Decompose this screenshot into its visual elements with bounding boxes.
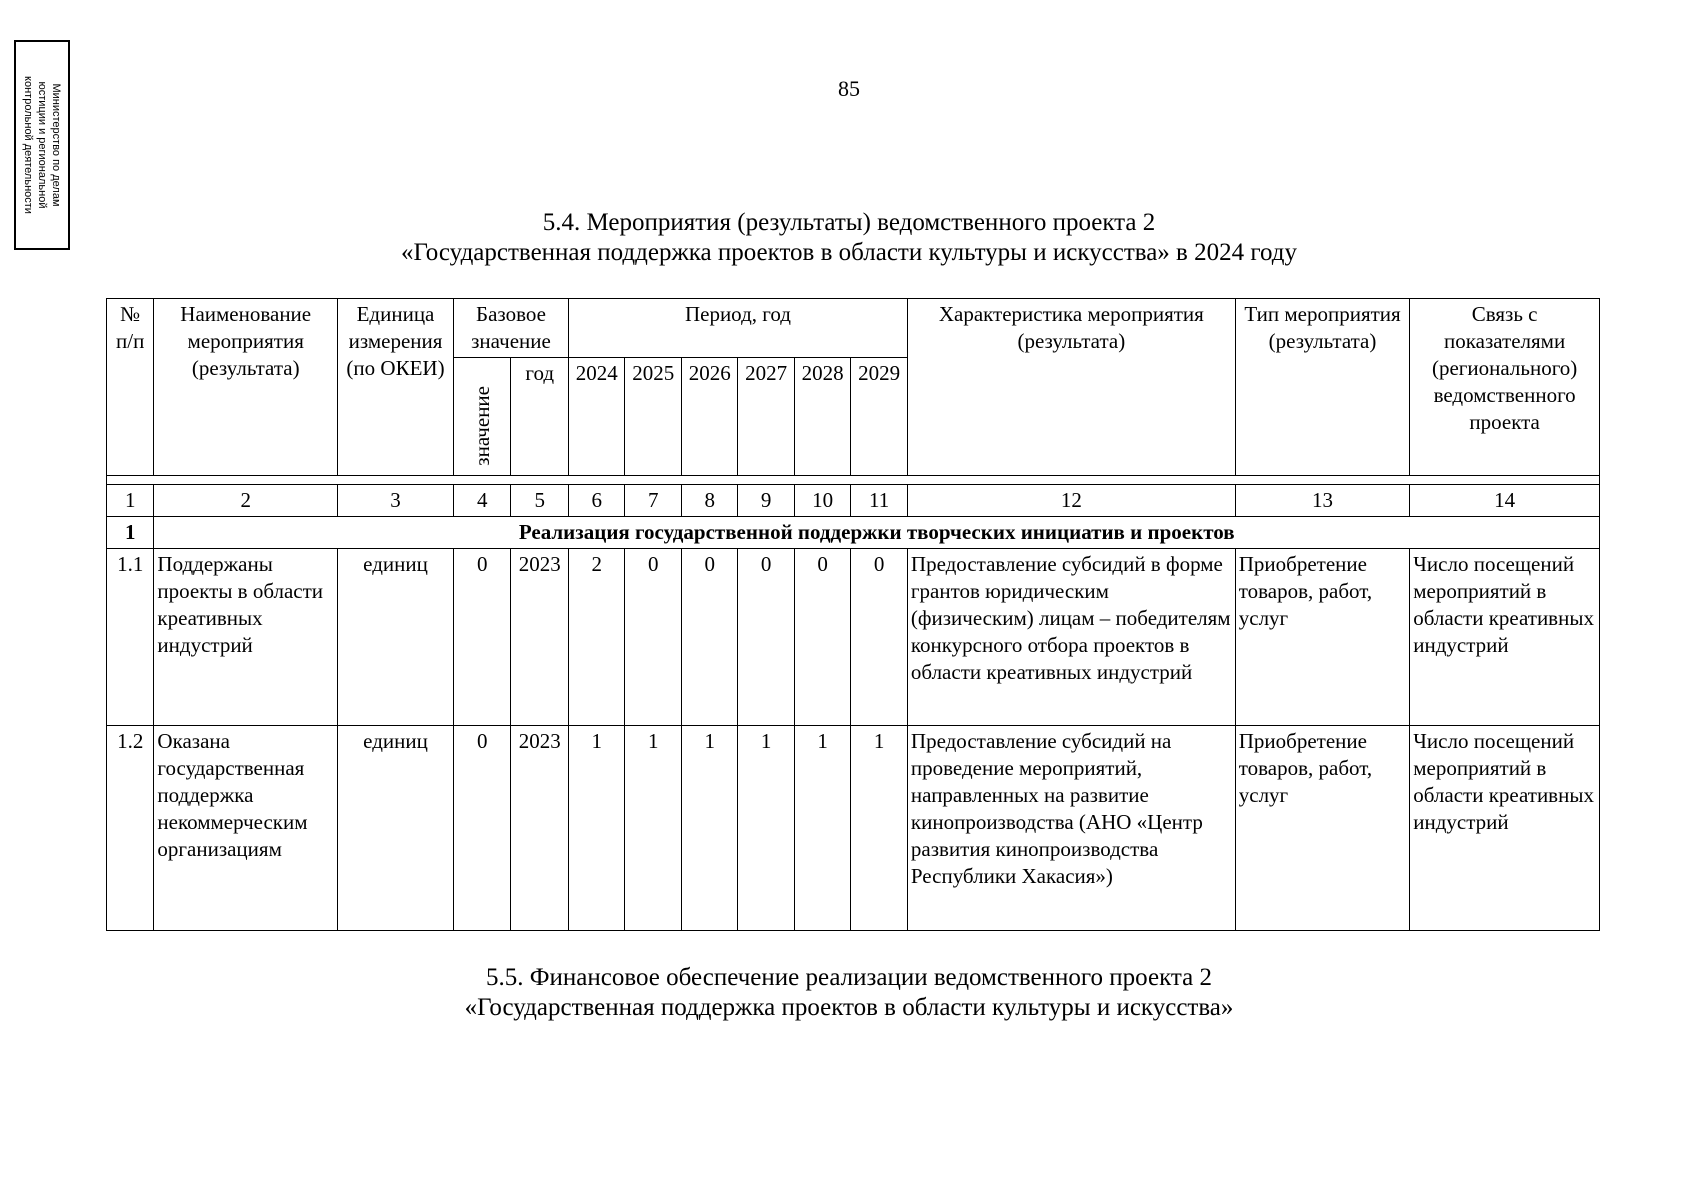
row-name: Поддержаны проекты в области креативных индустрий	[154, 549, 338, 726]
column-number: 11	[851, 485, 908, 517]
row-characteristic: Предоставление субсидий в форме грантов юридическим (физическим) лицам – победителям конкурсного отбора проектов в области креативных индустрий	[907, 549, 1235, 726]
row-value-2029: 0	[851, 549, 908, 726]
header-year: 2024	[568, 358, 624, 476]
row-base-value: 0	[454, 549, 511, 726]
row-base-year: 2023	[511, 726, 569, 931]
table-row	[107, 726, 1600, 931]
row-num: 1.1	[107, 549, 154, 726]
header-characteristic: Характеристика мероприятия (результата)	[907, 299, 1235, 476]
row-link: Число посещений мероприятий в области креативных индустрий	[1410, 549, 1600, 726]
section-title-line-1: 5.4. Мероприятия (результаты) ведомственного проекта 2	[542, 209, 1156, 236]
row-unit: единиц	[338, 726, 454, 931]
header-base-value-cell	[454, 358, 511, 476]
stamp-line-1: Министерство по делам	[50, 83, 63, 207]
row-value-2024: 1	[568, 726, 624, 931]
stamp-line-3: контрольной деятельности	[22, 76, 35, 214]
column-number-row	[107, 485, 1600, 517]
table-row	[107, 549, 1600, 726]
column-number: 10	[794, 485, 850, 517]
section-title-line-2: «Государственная поддержка проектов в области культуры и искусства» в 2024 году	[401, 239, 1297, 266]
column-number: 3	[338, 485, 454, 517]
row-value-2028: 0	[794, 549, 850, 726]
section-num: 1	[107, 517, 154, 549]
column-number: 14	[1410, 485, 1600, 517]
activities-table	[106, 298, 1600, 931]
section-title	[0, 208, 1698, 268]
row-value-2028: 1	[794, 726, 850, 931]
row-type: Приобретение товаров, работ, услуг	[1235, 726, 1410, 931]
row-value-2027: 0	[738, 549, 794, 726]
header-unit: Единица измерения (по ОКЕИ)	[338, 299, 454, 476]
row-base-value: 0	[454, 726, 511, 931]
row-value-2026: 0	[681, 549, 737, 726]
page-number: 85	[838, 76, 860, 101]
header-year: 2027	[738, 358, 794, 476]
row-value-2029: 1	[851, 726, 908, 931]
row-base-year: 2023	[511, 549, 569, 726]
header-year: 2025	[625, 358, 681, 476]
row-value-2025: 1	[625, 726, 681, 931]
header-num: № п/п	[107, 299, 154, 476]
row-value-2024: 2	[568, 549, 624, 726]
column-number: 5	[511, 485, 569, 517]
header-base-value: значение	[469, 386, 494, 466]
row-characteristic: Предоставление субсидий на проведение мероприятий, направленных на развитие кинопроизводства (АНО «Центр развития кинопроизводства Республики Хакасия»)	[907, 726, 1235, 931]
row-value-2025: 0	[625, 549, 681, 726]
column-number: 8	[681, 485, 737, 517]
spacer-row	[107, 476, 1600, 485]
column-number: 9	[738, 485, 794, 517]
next-section-title-line-1: 5.5. Финансовое обеспечение реализации ведомственного проекта 2	[486, 964, 1212, 991]
column-number: 6	[568, 485, 624, 517]
header-row-1	[107, 299, 1600, 358]
column-number: 7	[625, 485, 681, 517]
column-number: 1	[107, 485, 154, 517]
row-value-2027: 1	[738, 726, 794, 931]
header-year: 2026	[681, 358, 737, 476]
header-type: Тип мероприятия (результата)	[1235, 299, 1410, 476]
section-title-cell: Реализация государственной поддержки творческих инициатив и проектов	[154, 517, 1600, 549]
column-number: 13	[1235, 485, 1410, 517]
column-number: 4	[454, 485, 511, 517]
row-num: 1.2	[107, 726, 154, 931]
next-section-title	[0, 963, 1698, 1023]
header-year: 2029	[851, 358, 908, 476]
next-section-title-line-2: «Государственная поддержка проектов в области культуры и искусства»	[464, 994, 1234, 1021]
row-link: Число посещений мероприятий в области креативных индустрий	[1410, 726, 1600, 931]
row-unit: единиц	[338, 549, 454, 726]
row-name: Оказана государственная поддержка некоммерческим организациям	[154, 726, 338, 931]
header-period: Период, год	[568, 299, 907, 358]
header-base-year: год	[511, 358, 569, 476]
row-value-2026: 1	[681, 726, 737, 931]
column-number: 2	[154, 485, 338, 517]
stamp-line-2: юстиции и региональной	[36, 81, 49, 209]
column-number: 12	[907, 485, 1235, 517]
header-name: Наименование мероприятия (результата)	[154, 299, 338, 476]
row-type: Приобретение товаров, работ, услуг	[1235, 549, 1410, 726]
header-year: 2028	[794, 358, 850, 476]
section-row	[107, 517, 1600, 549]
header-link: Связь с показателями (регионального) ведомственного проекта	[1410, 299, 1600, 476]
header-base: Базовое значение	[454, 299, 569, 358]
